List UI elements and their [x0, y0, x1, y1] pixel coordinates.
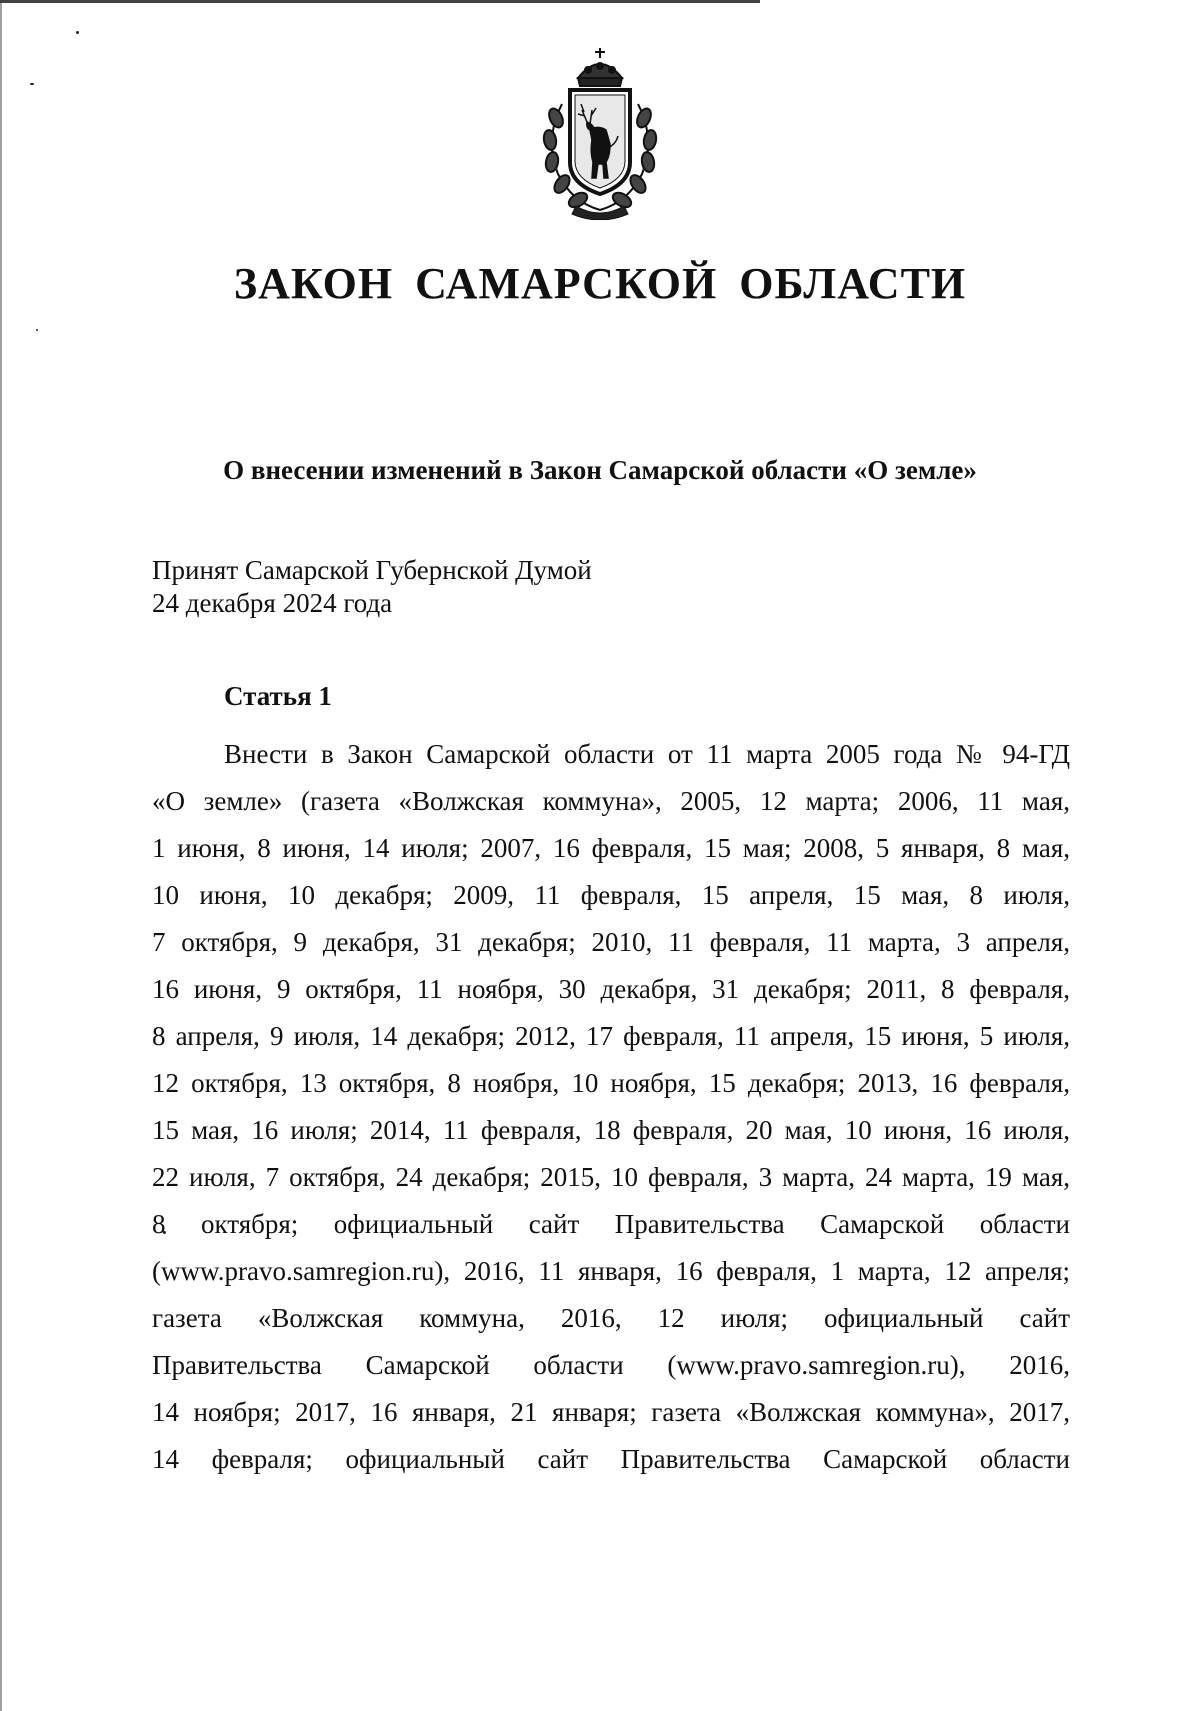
article-line: 8 апреля, 9 июля, 14 декабря; 2012, 17 февраля, 11 апреля, 15 июня, 5 июля,	[152, 1021, 1070, 1051]
scan-speck	[76, 31, 79, 34]
scan-top-edge	[0, 0, 760, 3]
article-line: 14 ноября; 2017, 16 января, 21 января; газета «Волжская коммуна», 2017,	[152, 1397, 1070, 1427]
scan-speck	[36, 329, 38, 331]
article-line: Внести в Закон Самарской области от 11 марта 2005 года № 94-ГД	[224, 739, 1070, 769]
scan-left-edge	[0, 0, 2, 1711]
article-line: 12 октября, 13 октября, 8 ноября, 10 ноября, 15 декабря; 2013, 16 февраля,	[152, 1068, 1070, 1098]
law-title: ЗАКОН САМАРСКОЙ ОБЛАСТИ	[233, 259, 967, 308]
article-line: (www.pravo.samregion.ru), 2016, 11 января, 16 февраля, 1 марта, 12 апреля;	[152, 1256, 1070, 1286]
article-line: 10 июня, 10 декабря; 2009, 11 февраля, 15 апреля, 15 мая, 8 июля,	[152, 880, 1070, 910]
article-line: 14 февраля; официальный сайт Правительства Самарской области	[152, 1444, 1070, 1474]
adopted-date: 24 декабря 2024 года	[152, 588, 393, 618]
article-line: «О земле» (газета «Волжская коммуна», 2005, 12 марта; 2006, 11 мая,	[152, 786, 1070, 816]
adopted-by: Принят Самарской Губернской Думой	[152, 555, 592, 585]
law-subject: О внесении изменений в Закон Самарской области «О земле»	[223, 455, 977, 485]
article-line: газета «Волжская коммуна, 2016, 12 июля; официальный сайт	[152, 1303, 1070, 1333]
article-line: 1 июня, 8 июня, 14 июля; 2007, 16 февраля, 15 мая; 2008, 5 января, 8 мая,	[152, 833, 1070, 863]
article-body	[152, 731, 1070, 1483]
article-line: Правительства Самарской области (www.pravo.samregion.ru), 2016,	[152, 1350, 1070, 1380]
article-line: 16 июня, 9 октября, 11 ноября, 30 декабря, 31 декабря; 2011, 8 февраля,	[152, 974, 1070, 1004]
article-line: 8 октября; официальный сайт Правительства Самарской области	[152, 1209, 1070, 1239]
adoption-info	[152, 554, 592, 620]
samara-coat-of-arms-icon	[532, 44, 668, 220]
article-heading: Статья 1	[224, 681, 332, 711]
article-line: 22 июля, 7 октября, 24 декабря; 2015, 10 февраля, 3 марта, 24 марта, 19 мая,	[152, 1162, 1070, 1192]
article-line: 15 мая, 16 июля; 2014, 11 февраля, 18 февраля, 20 мая, 10 июня, 16 июля,	[152, 1115, 1070, 1145]
article-line: 7 октября, 9 декабря, 31 декабря; 2010, 11 февраля, 11 марта, 3 апреля,	[152, 927, 1070, 957]
scan-speck	[30, 83, 34, 85]
